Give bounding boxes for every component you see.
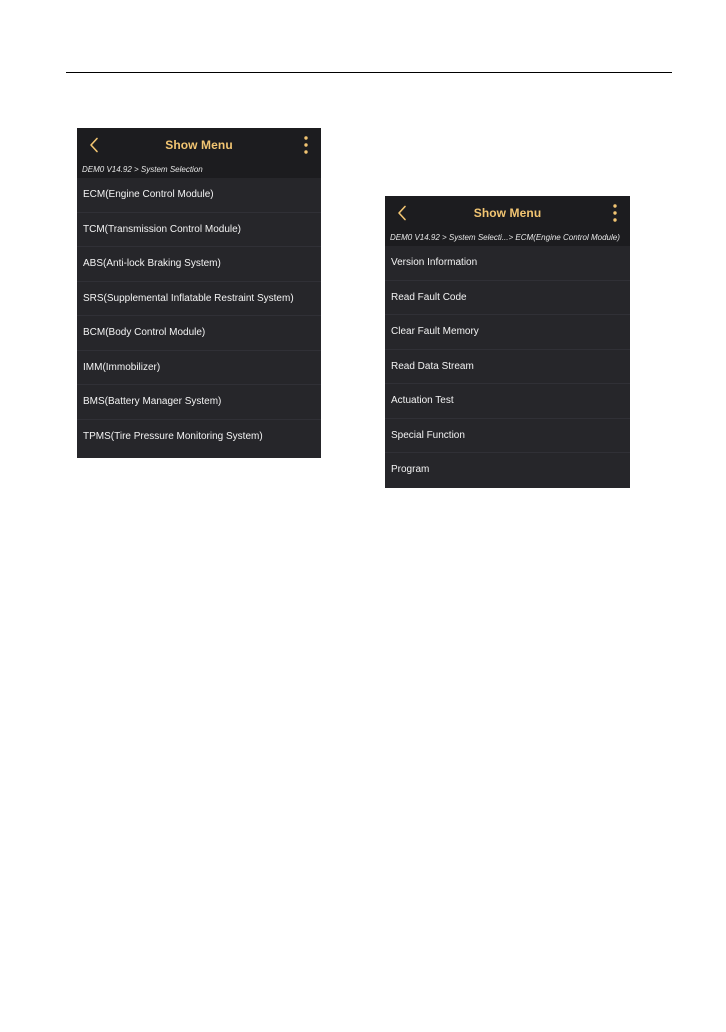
more-options-button[interactable] [609,196,621,230]
menu-item-special-function[interactable]: Special Function [385,419,630,454]
chevron-left-icon [397,205,407,221]
menu-item-bcm[interactable]: BCM(Body Control Module) [77,316,321,351]
chevron-left-icon [89,137,99,153]
back-button[interactable] [392,196,412,230]
vertical-dots-icon [304,136,308,154]
menu-item-clear-fault-memory[interactable]: Clear Fault Memory [385,315,630,350]
ecm-function-screen [385,196,630,488]
page-title: Show Menu [165,138,233,152]
vertical-dots-icon [613,204,617,222]
menu-item-actuation-test[interactable]: Actuation Test [385,384,630,419]
menu-item-tpms[interactable]: TPMS(Tire Pressure Monitoring System) [83,430,263,442]
menu-item-imm[interactable]: IMM(Immobilizer) [77,351,321,386]
system-selection-screen [77,128,321,458]
system-list [77,178,321,454]
menu-item-version-information[interactable]: Version Information [385,246,630,281]
page-title: Show Menu [473,206,542,220]
menu-item-bms[interactable]: BMS(Battery Manager System) [77,385,321,420]
header-divider [66,72,672,73]
menu-item-abs[interactable]: ABS(Anti-lock Braking System) [77,247,321,282]
menu-item-tcm[interactable]: TCM(Transmission Control Module) [77,213,321,248]
breadcrumb: DEM0 V14.92 > System Selection [77,162,321,178]
menu-item-read-fault-code[interactable]: Read Fault Code [385,281,630,316]
app-bar [385,196,630,230]
function-list [385,246,630,488]
breadcrumb: DEM0 V14.92 > System Selecti...> ECM(Engine Control Module) [385,230,630,246]
menu-item-read-data-stream[interactable]: Read Data Stream [385,350,630,385]
menu-item-program[interactable]: Program [391,464,430,475]
more-options-button[interactable] [300,128,312,162]
menu-item-ecm[interactable]: ECM(Engine Control Module) [77,178,321,213]
back-button[interactable] [84,128,104,162]
menu-item-srs[interactable]: SRS(Supplemental Inflatable Restraint System) [77,282,321,317]
app-bar [77,128,321,162]
